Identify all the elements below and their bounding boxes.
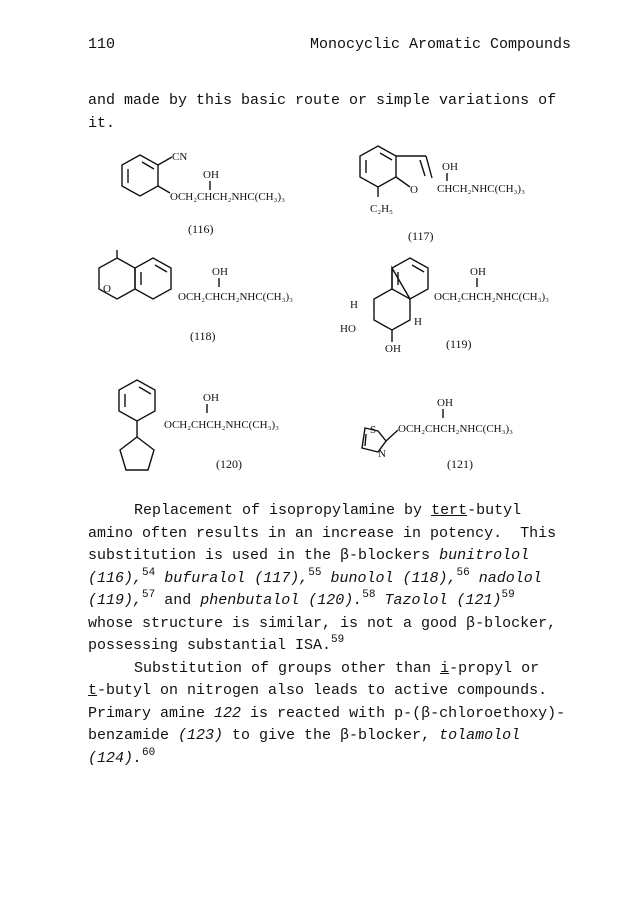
hydroxyl-label: OH bbox=[203, 169, 219, 181]
ketone-oxygen-label: O bbox=[103, 283, 111, 295]
compound-number: (116) bbox=[188, 222, 214, 236]
cyclopentyl-ring bbox=[120, 437, 154, 470]
hydroxyl-label: HO bbox=[340, 323, 356, 335]
text-line: and made by this basic route or simple variations of bbox=[88, 92, 557, 109]
h-label: H bbox=[414, 316, 422, 328]
compound-number: (117) bbox=[408, 229, 434, 243]
text-line: whose structure is similar, is not a good β-blocker, bbox=[88, 614, 557, 632]
side-chain-label: OCH₂CHCH₂NHC(CH₃)₃ bbox=[170, 191, 285, 203]
running-title: Monocyclic Aromatic Compounds bbox=[310, 36, 572, 53]
side-chain-label: OCH₂CHCH₂NHC(CH₃)₃ bbox=[434, 291, 549, 303]
cyclohexane-ring bbox=[374, 268, 410, 330]
text-line: (119),$^{57}$ and phenbutalol (120).$^{58}$ Tazolol $(121)^{59}$ bbox=[88, 589, 515, 609]
text-line: t-butyl on nitrogen also leads to active compounds. bbox=[88, 682, 548, 699]
side-chain-label: OCH₂CHCH₂NHC(CH₃)₃ bbox=[164, 419, 279, 431]
structure-117 bbox=[360, 146, 525, 243]
text-line: (116),$^{54}$ bufuralol (117),$^{55}$ bunolol (118),$^{56}$ nadolol bbox=[88, 566, 542, 587]
hydroxyl-label: OH bbox=[203, 392, 219, 404]
structure-116 bbox=[122, 151, 285, 236]
structure-119 bbox=[340, 258, 549, 355]
text-line: Primary amine 122 is reacted with p-(β-chloroethoxy)- bbox=[88, 704, 566, 722]
text-line: possessing substantial ISA.$^{59}$ bbox=[88, 634, 345, 654]
ethyl-label: C₂H₅ bbox=[370, 203, 393, 215]
hydroxyl-label: OH bbox=[212, 266, 228, 278]
text-line: Substitution of groups other than i-propyl or bbox=[134, 659, 540, 677]
compound-number: (121) bbox=[447, 457, 473, 471]
compound-number: (119) bbox=[446, 337, 472, 351]
h-label: H bbox=[350, 299, 358, 311]
text-line: it. bbox=[88, 114, 116, 132]
text-line: substitution is used in the β-blockers bunitrolol bbox=[88, 547, 530, 564]
text-line: (124).$^{60}$ bbox=[88, 746, 156, 767]
hydroxyl-label: OH bbox=[470, 266, 486, 278]
structure-118 bbox=[99, 250, 293, 343]
text-line: amino often results in an increase in potency. This bbox=[88, 524, 557, 542]
nitrogen-label: N bbox=[378, 448, 386, 460]
compound-number: (118) bbox=[190, 329, 216, 343]
hydroxyl-label: OH bbox=[385, 343, 401, 355]
text-line: benzamide (123) to give the β-blocker, tolamolol bbox=[88, 727, 521, 744]
hydroxyl-label: OH bbox=[437, 397, 453, 409]
structure-121 bbox=[362, 397, 513, 471]
ring-oxygen-label: O bbox=[410, 184, 418, 196]
text-line: Replacement of isopropylamine by tert-butyl bbox=[134, 502, 522, 519]
structure-120 bbox=[119, 380, 279, 471]
side-chain-label: OCH₂CHCH₂NHC(CH₃)₃ bbox=[398, 423, 513, 435]
compound-number: (120) bbox=[216, 457, 242, 471]
page-number: 110 bbox=[88, 36, 116, 53]
hydroxyl-label: OH bbox=[442, 161, 458, 173]
side-chain-label: CHCH₂NHC(CH₃)₃ bbox=[437, 183, 525, 195]
sulfur-label: S bbox=[370, 424, 377, 436]
body-paragraph bbox=[88, 500, 588, 770]
side-chain-label: OCH₂CHCH₂NHC(CH₃)₃ bbox=[178, 291, 293, 303]
cyano-label: CN bbox=[172, 151, 188, 163]
